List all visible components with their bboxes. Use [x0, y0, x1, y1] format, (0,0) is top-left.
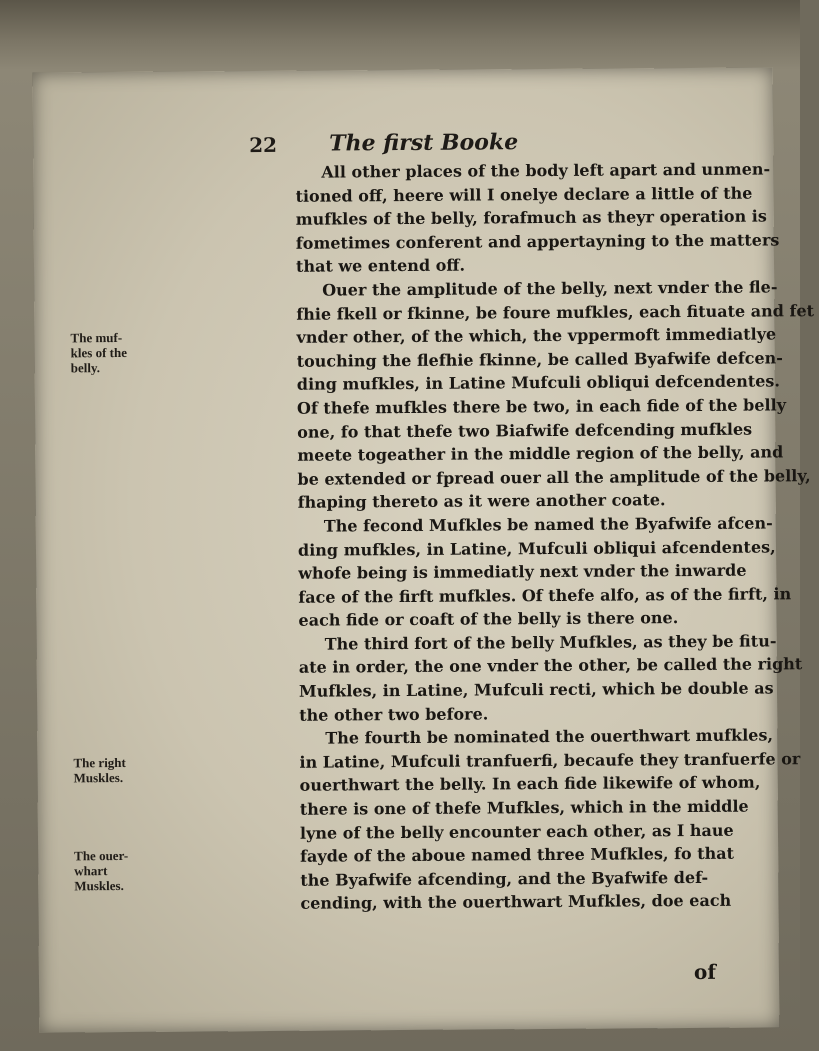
- text-line: Of thefe mufkles there be two, in each fide of the belly: [296, 395, 787, 418]
- text-line: cending, with the ouerthwart Mufkles, doe each: [300, 891, 732, 914]
- text-line: lyne of the belly encounter each other, as I haue: [299, 820, 734, 843]
- text-line: The third fort of the belly Mufkles, as they be fitu-: [324, 631, 777, 654]
- text-line: that we entend off.: [295, 255, 466, 277]
- book-page: [33, 67, 815, 1032]
- margin-note-right-muscles: The right Muskles.: [73, 754, 126, 786]
- text-line: meete togeather in the middle region of the belly, and: [297, 442, 784, 465]
- text-line: each fide or coaft of the belly is there one.: [298, 608, 679, 631]
- text-line: the Byafwife afcending, and the Byafwife def-: [300, 867, 709, 890]
- text-line: The fourth be nominated the ouerthwart mufkles,: [325, 725, 774, 748]
- text-line: The fecond Mufkles be named the Byafwife afcen-: [323, 513, 773, 536]
- text-line: be extended or fpread ouer all the amplitude of the belly,: [297, 465, 811, 489]
- text-line: the other two before.: [299, 704, 489, 725]
- page-header: [249, 128, 669, 159]
- text-line: there is one of thefe Mufkles, which in the middle: [299, 796, 749, 819]
- text-line: ding mufkles, in Latine Mufculi obliqui defcendentes.: [296, 371, 781, 395]
- text-line: touching the flefhie fkinne, be called Byafwife defcen-: [296, 348, 783, 371]
- text-line: vnder other, of the which, the vppermoft immediatlye: [296, 324, 777, 347]
- text-line: fayde of the aboue named three Mufkles, fo that: [300, 843, 735, 866]
- catchword: of: [693, 959, 716, 984]
- text-line: one, fo that thefe two Biafwife defcending mufkles: [297, 419, 753, 442]
- text-line: mufkles of the belly, forafmuch as theyr operation is: [295, 206, 767, 229]
- page-number: 22: [249, 132, 278, 158]
- text-line: face of the firft mufkles. Of thefe alfo, as of the firft, in: [298, 583, 792, 607]
- running-head: The first Booke: [329, 129, 519, 157]
- text-line: Mufkles, in Latine, Mufculi recti, which be double as: [298, 678, 774, 701]
- text-line: tioned off, heere will I onelye declare a little of the: [295, 183, 753, 206]
- margin-note-overthwart-muscles: The ouer- whart Muskles.: [74, 847, 129, 894]
- margin-note-belly-muscles: The muf- kles of the belly.: [70, 329, 128, 376]
- text-line: fhaping thereto as it were another coate.: [297, 490, 666, 513]
- body-text: [295, 158, 815, 916]
- text-line: ouerthwart the belly. In each fide likewife of whom,: [299, 772, 761, 796]
- text-line: ding mufkles, in Latine, Mufculi obliqui afcendentes,: [297, 536, 776, 560]
- text-line: whofe being is immediatly next vnder the inwarde: [298, 560, 747, 583]
- text-line: fhie fkell or fkinne, be foure mufkles, each fituate and fet: [296, 300, 815, 324]
- text-line: Ouer the amplitude of the belly, next vnder the fle-: [322, 277, 778, 300]
- text-line: ate in order, the one vnder the other, be called the right: [298, 654, 803, 678]
- text-line: in Latine, Mufculi tranfuerfi, becaufe they tranfuerfe or: [299, 749, 801, 772]
- text-line: fometimes conferent and appertayning to the matters: [295, 230, 780, 253]
- text-line: All other places of the body left apart and unmen-: [321, 159, 771, 182]
